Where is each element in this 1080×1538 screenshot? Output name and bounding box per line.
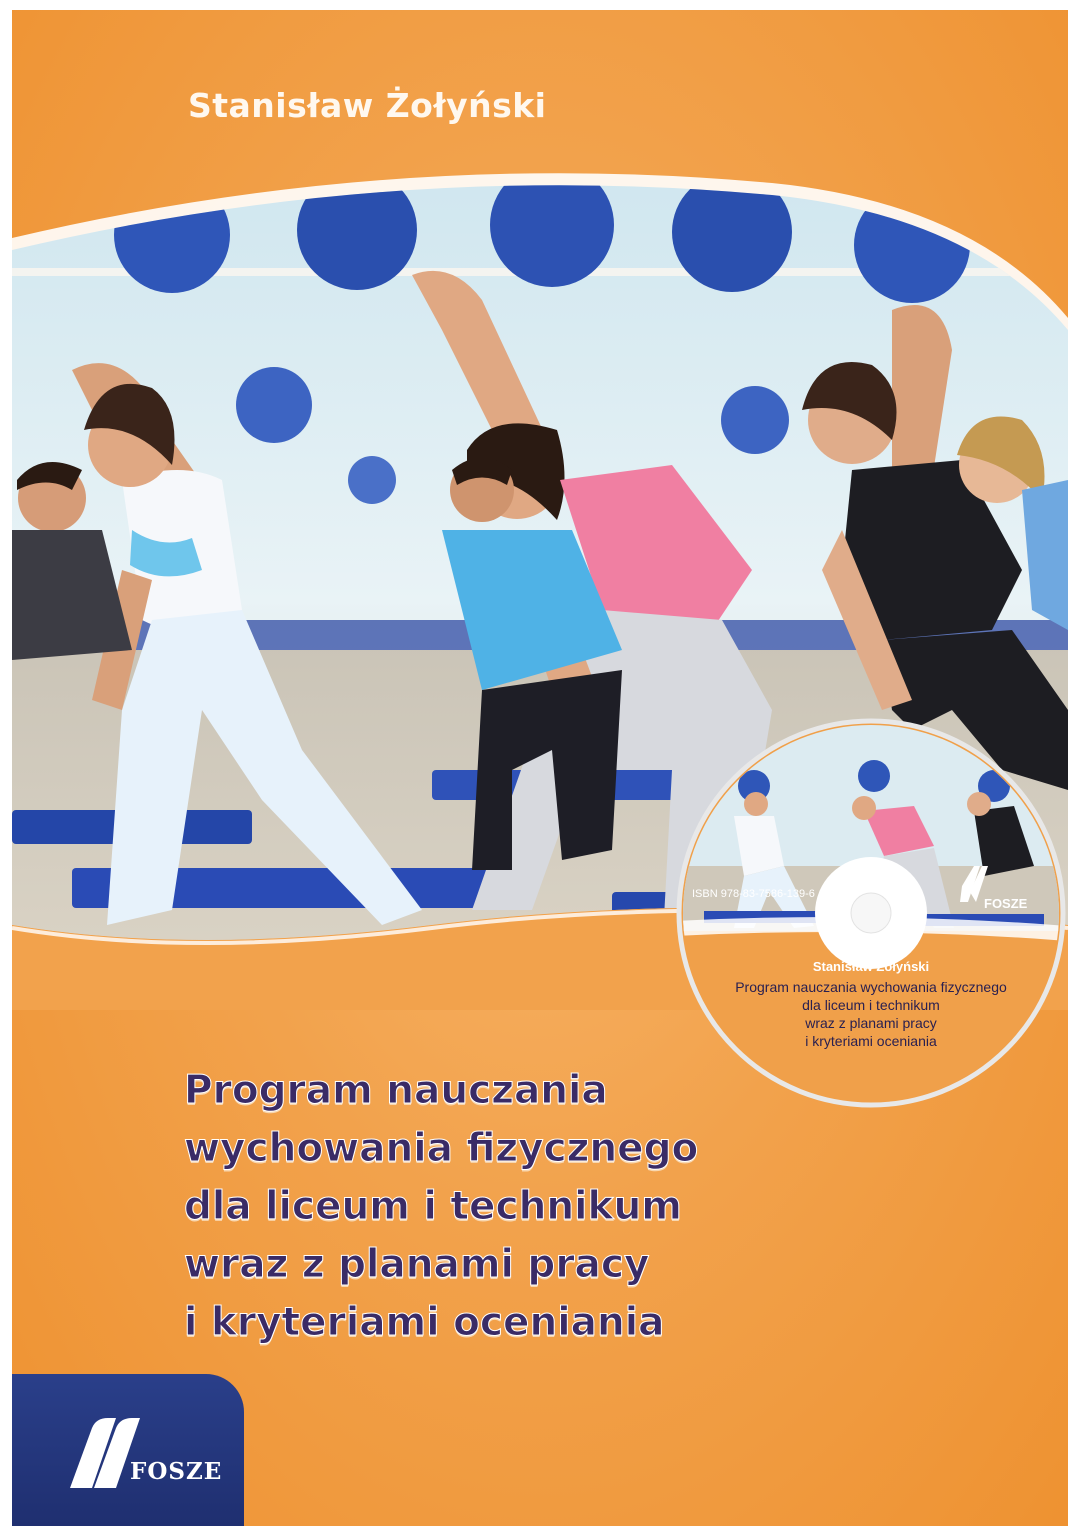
publisher-name: FOSZE [130, 1458, 223, 1485]
cd-publisher: FOSZE [984, 896, 1028, 911]
cd-title-line: dla liceum i technikum [802, 997, 940, 1013]
author-name: Stanisław Żołyński [188, 86, 547, 125]
cd-isbn: ISBN 978-83-7586-139-6 [692, 888, 815, 900]
title-line: wraz z planami pracy [184, 1242, 650, 1287]
cd-title-line: wraz z planami pracy [805, 1015, 937, 1031]
book-title [184, 1062, 698, 1352]
cd-title-line: i kryteriami oceniania [805, 1033, 937, 1049]
title-line: dla liceum i technikum [184, 1184, 682, 1229]
cd-label [688, 958, 1054, 1050]
cd-title-line: Program nauczania wychowania fizycznego [735, 979, 1007, 995]
cd-disc [674, 716, 1068, 1110]
book-cover [12, 10, 1068, 1526]
title-line: i kryteriami oceniania [184, 1300, 665, 1345]
publisher-block [12, 1374, 244, 1526]
cd-author: Stanisław Żołyński [812, 959, 930, 974]
title-line: Program nauczania [184, 1068, 608, 1113]
title-line: wychowania fizycznego [184, 1126, 699, 1171]
